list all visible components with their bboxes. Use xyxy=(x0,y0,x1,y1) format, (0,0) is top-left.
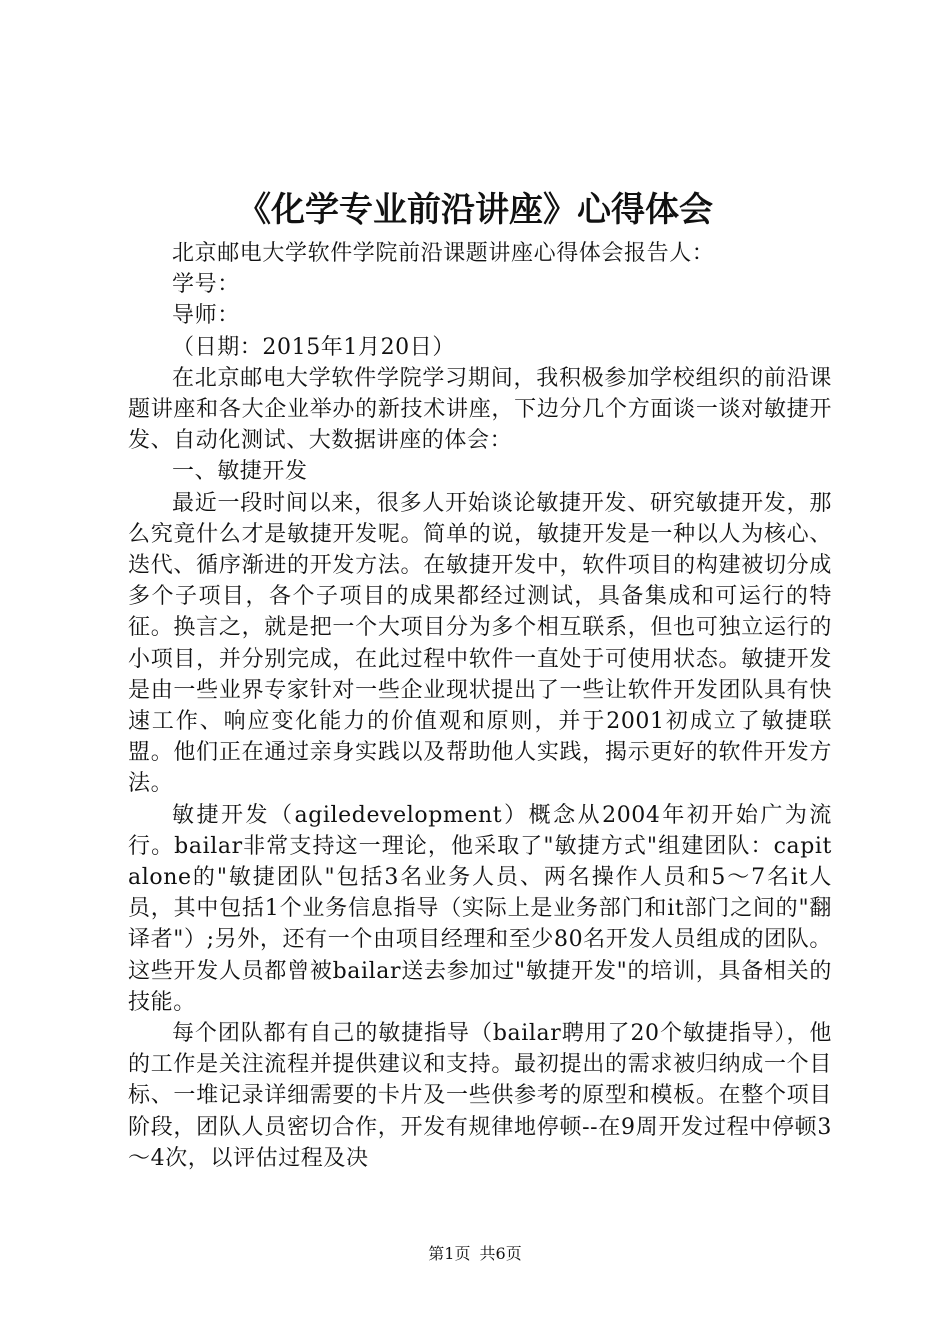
header-line-date: （日期：2015年1月20日） xyxy=(172,334,455,360)
header-line-advisor: 导师： xyxy=(172,303,240,329)
header-line-author: 北京邮电大学软件学院前沿课题讲座心得体会报告人： xyxy=(172,241,715,266)
page-footer xyxy=(0,1243,950,1265)
header-line-student-id: 学号： xyxy=(172,272,240,298)
paragraph-intro: 在北京邮电大学软件学院学习期间，我积极参加学校组织的前沿课题讲座和各大企业举办的新技术讲座，下边分几个方面谈一谈对敏捷开发、自动化测试、大数据讲座的体会： xyxy=(128,365,832,454)
section-heading-agile: 一、敏捷开发 xyxy=(172,459,308,485)
document-title: 《化学专业前沿讲座》心得体会 xyxy=(237,190,713,230)
document-body xyxy=(128,238,832,1174)
paragraph-agile-coach: 每个团队都有自己的敏捷指导（bailar聘用了20个敏捷指导），他的工作是关注流程并提供建议和支持。最初提出的需求被归纳成一个目标、一堆记录详细需要的卡片及一些供参考的原型和模板。在整个项目阶段，团队人员密切合作，开发有规律地停顿--在9周开发过程中停顿3～4次，以评估过程及决 xyxy=(128,1021,832,1171)
paragraph-agile-history: 敏捷开发（agiledevelopment）概念从2004年初开始广为流行。bailar非常支持这一理论，他采取了"敏捷方式"组建团队：capitalone的"敏捷团队"包括3名业务人员、两名操作人员和5～7名it人员，其中包括1个业务信息指导（实际上是业务部门和it部门之间的"翻译者"）;另外，还有一个由项目经理和至少80名开发人员组成的团队。这些开发人员都曾被bailar送去参加过"敏捷开发"的培训，具备相关的技能。 xyxy=(128,802,832,1015)
page-total: 共6页 xyxy=(479,1244,522,1263)
paragraph-agile-definition: 最近一段时间以来，很多人开始谈论敏捷开发、研究敏捷开发，那么究竟什么才是敏捷开发呢。简单的说，敏捷开发是一种以人为核心、迭代、循序渐进的开发方法。在敏捷开发中，软件项目的构建被切分成多个子项目，各个子项目的成果都经过测试，具备集成和可运行的特征。换言之，就是把一个大项目分为多个相互联系，但也可独立运行的小项目，并分别完成，在此过程中软件一直处于可使用状态。敏捷开发是由一些业界专家针对一些企业现状提出了一些让软件开发团队具有快速工作、响应变化能力的价值观和原则，并于2001初成立了敏捷联盟。他们正在通过亲身实践以及帮助他人实践，揭示更好的软件开发方法。 xyxy=(128,490,832,797)
page-number: 第1页 xyxy=(428,1244,471,1263)
